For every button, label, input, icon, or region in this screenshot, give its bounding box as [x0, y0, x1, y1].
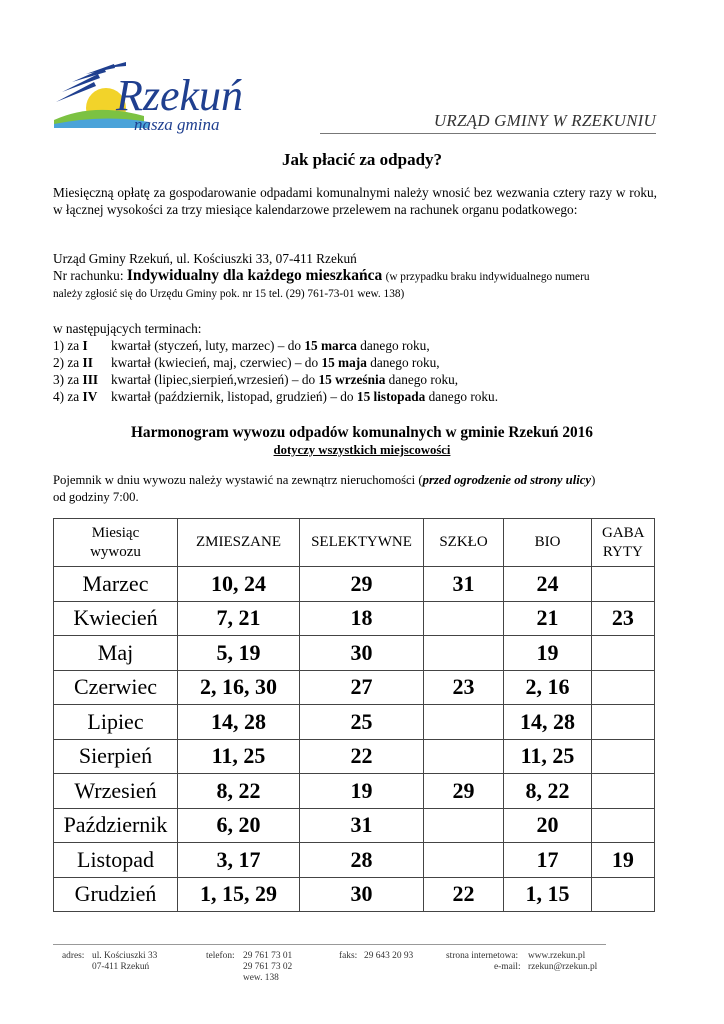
cell-mixed: 1, 15, 29 [178, 877, 300, 912]
footer-email-link[interactable]: rzekun@rzekun.pl [528, 962, 598, 972]
footer-website-label: strona internetowa: [446, 951, 519, 961]
cell-mixed: 6, 20 [178, 808, 300, 843]
cell-bulky [592, 705, 655, 740]
table-row [54, 877, 655, 912]
collection-schedule-table [53, 518, 655, 912]
header-bio: BIO [504, 519, 592, 567]
office-address: Urząd Gminy Rzekuń, ul. Kościuszki 33, 07-411 Rzekuń [53, 251, 357, 266]
cell-glass: 23 [424, 670, 504, 705]
cell-bulky [592, 636, 655, 671]
header-selective: SELEKTYWNE [300, 519, 424, 567]
table-row [54, 670, 655, 705]
cell-glass [424, 808, 504, 843]
cell-selective: 18 [300, 601, 424, 636]
table-row [54, 567, 655, 602]
cell-bulky: 23 [592, 601, 655, 636]
cell-mixed: 7, 21 [178, 601, 300, 636]
cell-month: Kwiecień [54, 601, 178, 636]
cell-bulky: 19 [592, 843, 655, 878]
account-label: Nr rachunku: [53, 268, 124, 283]
account-value: Indywidualny dla każdego mieszkańca [126, 267, 383, 284]
cell-bio: 1, 15 [504, 877, 592, 912]
logo-tagline: nasza gmina [134, 115, 220, 134]
cell-month: Marzec [54, 567, 178, 602]
cell-bulky [592, 774, 655, 809]
cell-selective: 28 [300, 843, 424, 878]
terms-intro: w następujących terminach: [53, 321, 202, 336]
cell-bulky [592, 877, 655, 912]
footer-phone-ext: wew. 138 [243, 973, 279, 983]
schedule-title: Harmonogram wywozu odpadów komunalnych w gminie Rzekuń 2016 [131, 424, 593, 441]
cell-bio: 21 [504, 601, 592, 636]
cell-mixed: 3, 17 [178, 843, 300, 878]
cell-glass: 29 [424, 774, 504, 809]
header-divider [320, 133, 656, 134]
footer-phone-2: 29 761 73 02 [243, 962, 293, 972]
footer-phone-label: telefon: [206, 951, 235, 961]
account-note-continued: należy zgłosić się do Urzędu Gminy pok. nr 15 tel. (29) 761-73-01 wew. 138) [53, 288, 405, 300]
cell-bio: 24 [504, 567, 592, 602]
table-row [54, 601, 655, 636]
footer-website-link[interactable]: www.rzekun.pl [528, 951, 586, 961]
intro-paragraph: Miesięczną opłatę za gospodarowanie odpadami komunalnymi należy wnosić bez wezwania cztery razy w roku, w łącznej wysokości za trzy miesiące kalendarzowe przelewem na rachunek organu podatkowego: [53, 185, 657, 217]
term-item: 4) za IV kwartał (październik, listopad, grudzień) – do 15 listopada danego roku. [53, 389, 499, 404]
cell-bio: 8, 22 [504, 774, 592, 809]
cell-mixed: 2, 16, 30 [178, 670, 300, 705]
cell-month: Czerwiec [54, 670, 178, 705]
cell-bulky [592, 808, 655, 843]
table-header-row [54, 519, 655, 567]
cell-selective: 22 [300, 739, 424, 774]
table-row [54, 808, 655, 843]
cell-bio: 11, 25 [504, 739, 592, 774]
cell-glass [424, 843, 504, 878]
cell-glass: 22 [424, 877, 504, 912]
footer-email-label: e-mail: [494, 962, 521, 972]
cell-glass: 31 [424, 567, 504, 602]
cell-month: Sierpień [54, 739, 178, 774]
table-row [54, 774, 655, 809]
header-glass: SZKŁO [424, 519, 504, 567]
table-row [54, 705, 655, 740]
table-row [54, 636, 655, 671]
cell-mixed: 14, 28 [178, 705, 300, 740]
footer-address-label: adres: [62, 951, 85, 961]
footer-fax: 29 643 20 93 [364, 951, 414, 961]
footer-address-line1: ul. Kościuszki 33 [92, 951, 158, 961]
cell-month: Grudzień [54, 877, 178, 912]
footer-fax-label: faks: [339, 951, 358, 961]
cell-selective: 30 [300, 877, 424, 912]
cell-glass [424, 739, 504, 774]
cell-selective: 27 [300, 670, 424, 705]
cell-mixed: 8, 22 [178, 774, 300, 809]
cell-selective: 29 [300, 567, 424, 602]
cell-month: Lipiec [54, 705, 178, 740]
page-title: Jak płacić za odpady? [281, 150, 443, 169]
cell-glass [424, 705, 504, 740]
cell-bulky [592, 739, 655, 774]
cell-selective: 25 [300, 705, 424, 740]
schedule-subtitle: dotyczy wszystkich miejscowości [273, 443, 451, 457]
cell-bulky [592, 670, 655, 705]
header-mixed: ZMIESZANE [178, 519, 300, 567]
table-row [54, 739, 655, 774]
footer-phone-1: 29 761 73 01 [243, 951, 293, 961]
header-bulky: GABA RYTY [592, 519, 655, 567]
cell-bio: 17 [504, 843, 592, 878]
cell-month: Październik [54, 808, 178, 843]
footer-address-line2: 07-411 Rzekuń [92, 962, 150, 972]
cell-mixed: 10, 24 [178, 567, 300, 602]
term-item: 2) za II kwartał (kwiecień, maj, czerwiec) – do 15 maja danego roku, [53, 355, 440, 370]
header-month: Miesiąc wywozu [54, 519, 178, 567]
cell-bio: 20 [504, 808, 592, 843]
cell-glass [424, 636, 504, 671]
account-line [53, 267, 657, 286]
term-item: 1) za I kwartał (styczeń, luty, marzec) – do 15 marca danego roku, [53, 338, 430, 353]
cell-selective: 31 [300, 808, 424, 843]
cell-mixed: 11, 25 [178, 739, 300, 774]
pickup-time: od godziny 7:00. [53, 490, 139, 504]
cell-month: Maj [54, 636, 178, 671]
table-row [54, 843, 655, 878]
cell-bulky [592, 567, 655, 602]
account-note: (w przypadku braku indywidualnego numeru [385, 271, 590, 283]
cell-bio: 14, 28 [504, 705, 592, 740]
cell-bio: 19 [504, 636, 592, 671]
cell-selective: 30 [300, 636, 424, 671]
cell-bio: 2, 16 [504, 670, 592, 705]
logo-text: Rzekuń [116, 71, 244, 120]
footer-divider [53, 944, 606, 945]
cell-selective: 19 [300, 774, 424, 809]
pickup-note: Pojemnik w dniu wywozu należy wystawić na zewnątrz nieruchomości (przed ogrodzenie od strony ulicy) [53, 473, 596, 487]
rzekun-logo [54, 62, 284, 134]
cell-mixed: 5, 19 [178, 636, 300, 671]
term-item: 3) za III kwartał (lipiec,sierpień,wrzesień) – do 15 września danego roku, [53, 372, 459, 387]
cell-month: Listopad [54, 843, 178, 878]
cell-month: Wrzesień [54, 774, 178, 809]
office-name: URZĄD GMINY W RZEKUNIU [433, 111, 656, 130]
cell-glass [424, 601, 504, 636]
